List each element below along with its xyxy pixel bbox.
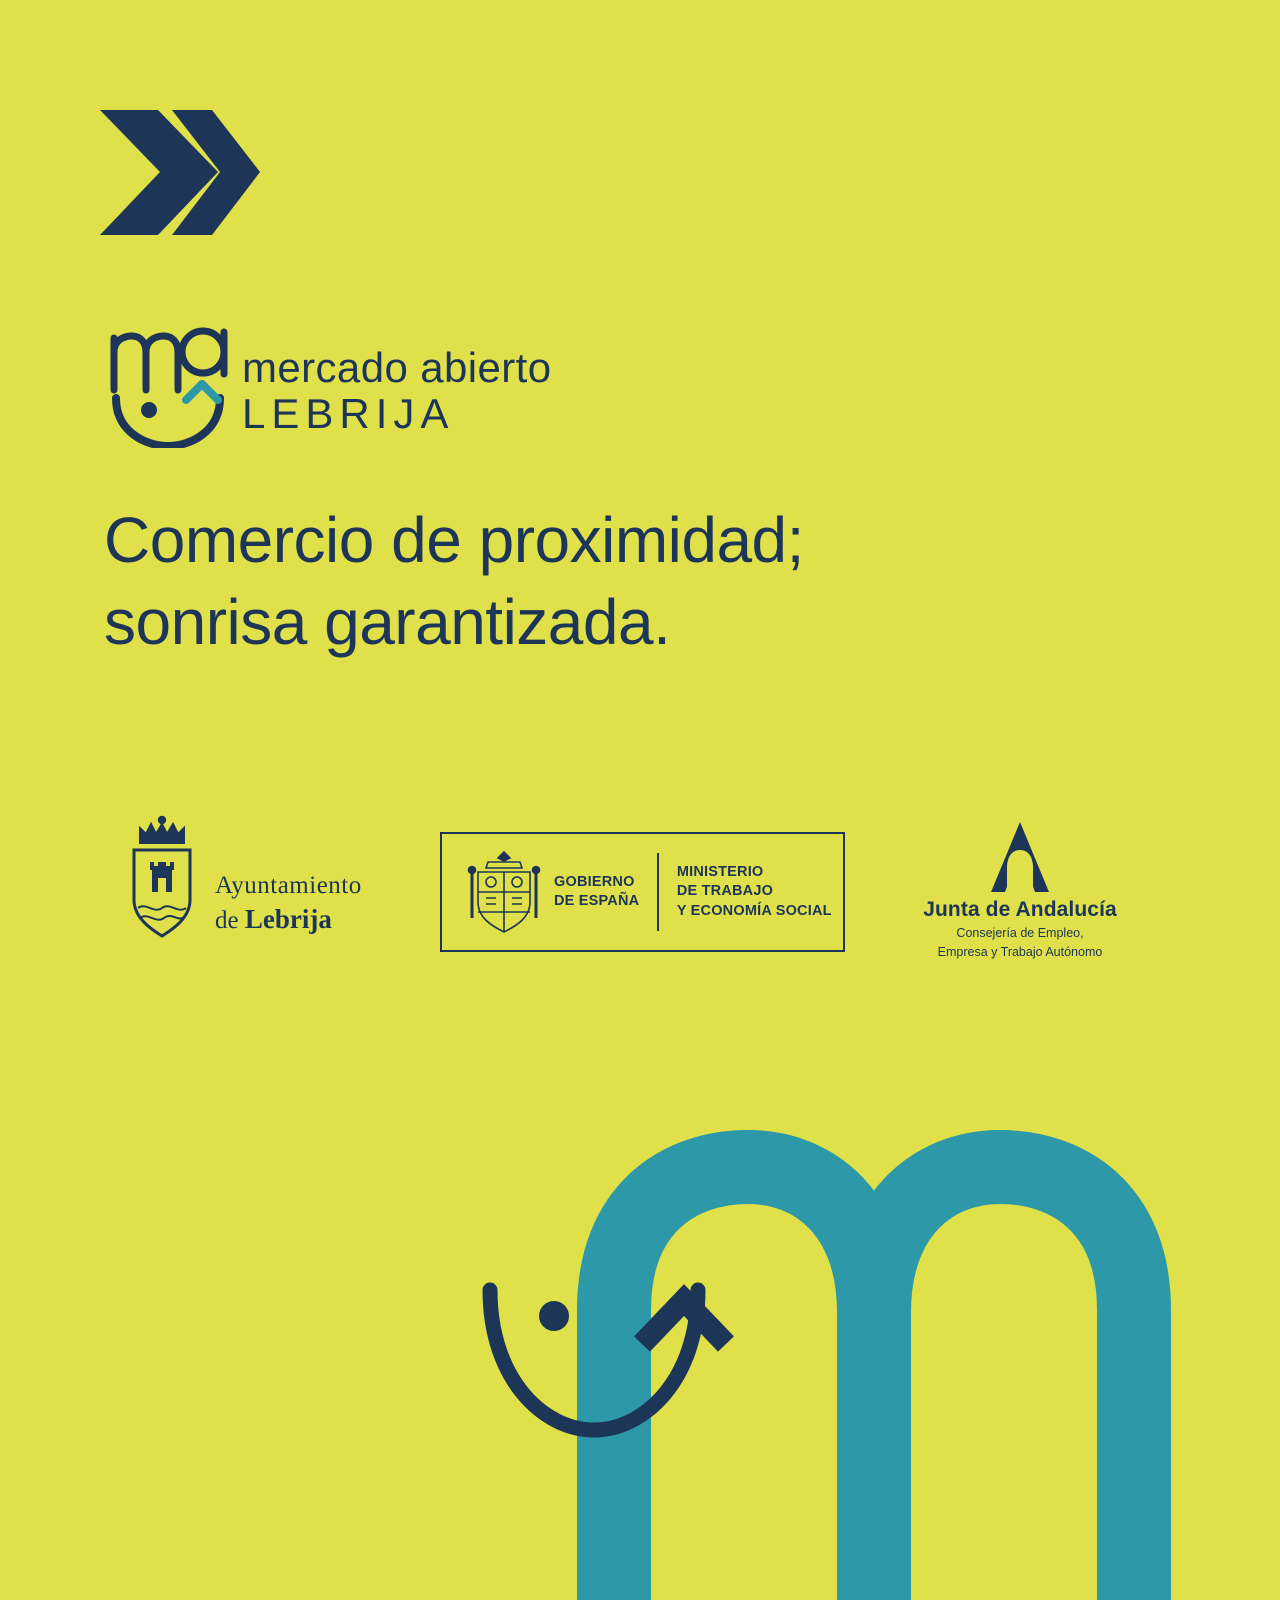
chevron-up-arrow-icon [642,1300,726,1344]
ma-smile-mark-icon [102,318,232,448]
junta-andalucia-arch-icon [983,820,1057,894]
ayuntamiento-line-1: Ayuntamiento [215,872,362,899]
sponsor-gobierno-de-espana [440,832,845,952]
sponsor-logos [110,810,1117,970]
brand-line1: mercado abierto [242,344,552,391]
ministerio-text [677,863,832,920]
gobierno-line-2: DE ESPAÑA [554,893,640,909]
sponsor-junta-de-andalucia [910,820,1130,960]
gobierno-text [554,873,639,911]
junta-line-1: Junta de Andalucía [923,898,1117,921]
sponsor-ayuntamiento-de-lebrija [120,810,390,950]
junta-line-2: Consejería de Empleo, [956,926,1084,940]
headline-line-1: Comercio de proximidad; [104,504,804,576]
lebrija-coat-of-arms-icon [120,810,210,945]
brand-wordmark [242,346,552,438]
smile-face-icon [470,1270,750,1470]
ayuntamiento-line-2 [215,904,362,935]
brand-logo [102,318,602,448]
headline [104,500,1004,664]
ministerio-line-3: Y ECONOMÍA SOCIAL [676,902,832,919]
spain-coat-of-arms-icon [464,848,544,936]
headline-line-2: sonrisa garantizada. [104,585,671,658]
double-chevron-right-icon [100,110,260,235]
brand-line2: LEBRIJA [242,390,455,438]
ministerio-line-2: DE TRABAJO [676,883,774,900]
ayuntamiento-line-2-bold: Lebrija [244,904,332,934]
junta-line-3: Empresa y Trabajo Autónomo [937,945,1103,959]
gobierno-line-1: GOBIERNO [554,873,635,890]
ayuntamiento-text [215,872,362,935]
ministerio-line-1: MINISTERIO [676,864,764,881]
divider [657,853,659,931]
ayuntamiento-line-2-prefix: de [215,907,245,934]
